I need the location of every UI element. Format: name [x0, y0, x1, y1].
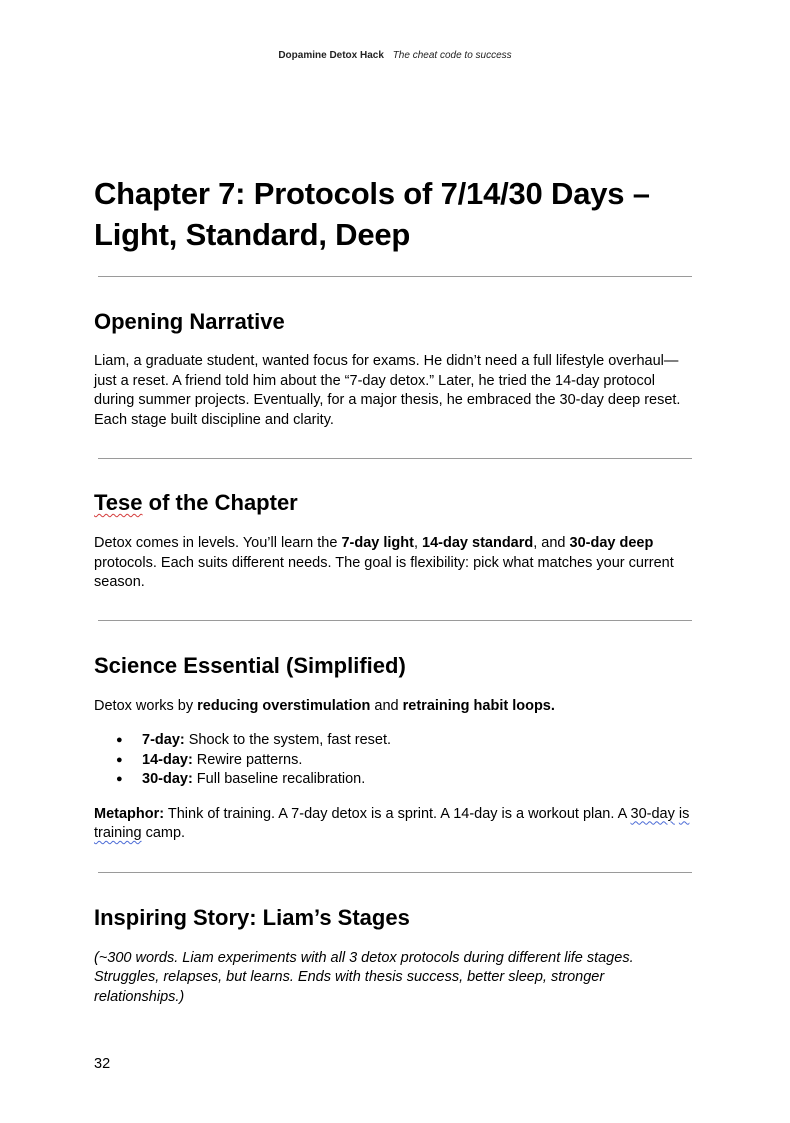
metaphor-paragraph — [94, 805, 694, 844]
horizontal-rule — [98, 276, 692, 277]
text-run: camp. — [141, 825, 186, 841]
bold-text: 14-day standard — [422, 535, 534, 551]
page-content — [94, 173, 694, 1007]
horizontal-rule — [98, 620, 692, 621]
bold-text: 30-day deep — [569, 535, 654, 551]
list-item — [94, 751, 694, 771]
text-run: Detox comes in levels. You’ll learn the — [94, 535, 342, 551]
spellcheck-flagged-word[interactable]: Tese — [94, 490, 143, 515]
text-run: protocols. Each suits different needs. The goal is flexibility: pick what matches your current season. — [94, 554, 674, 590]
list-item — [94, 731, 694, 751]
book-title: Dopamine Detox Hack — [278, 50, 384, 61]
horizontal-rule — [98, 872, 692, 873]
opening-paragraph: Liam, a graduate student, wanted focus for exams. He didn’t need a full lifestyle overhaul—just a reset. A friend told him about the “7-day detox.” Later, he tried the 14-day protocol during summer projects. Eventually, for a major thesis, he embraced the 30-day deep reset. Each stage built discipline and clarity. — [94, 353, 681, 428]
bullet-text: Rewire patterns. — [192, 751, 303, 768]
tese-heading-rest: of the Chapter — [142, 490, 298, 515]
chapter-title — [94, 173, 694, 255]
page-header — [0, 50, 790, 61]
list-item — [94, 770, 694, 790]
book-tagline: The cheat code to success — [392, 50, 512, 61]
bold-text: 7-day light — [341, 535, 414, 551]
grammar-flagged-text[interactable]: 30-day — [630, 805, 675, 822]
page-number: 32 — [94, 1056, 111, 1072]
protocol-list — [94, 731, 694, 790]
text-run: Detox works by — [94, 697, 198, 714]
bullet-label: 7-day: — [142, 732, 185, 748]
opening-heading: Opening Narrative — [94, 309, 285, 334]
text-run: and — [370, 697, 403, 714]
chapter-title-line1: Chapter 7: Protocols of 7/14/30 Days – — [94, 176, 650, 211]
bullet-label: 30-day: — [142, 771, 193, 787]
story-paragraph: (~300 words. Liam experiments with all 3 detox protocols during different life stages. Struggles, relapses, but learns. Ends with thesis success, better sleep, stronger relationships.) — [94, 949, 634, 1005]
text-run: , and — [533, 535, 570, 551]
bullet-label: 14-day: — [142, 751, 193, 768]
horizontal-rule — [98, 458, 692, 459]
grammar-flagged-text[interactable]: is training — [94, 805, 690, 841]
tese-paragraph — [94, 534, 694, 593]
bold-text: retraining habit loops. — [402, 697, 555, 714]
science-paragraph — [94, 697, 694, 717]
bullet-text: Shock to the system, fast reset. — [184, 732, 392, 748]
text-run: , — [413, 535, 423, 551]
text-run: Think of training. A 7-day detox is a sprint. A 14-day is a workout plan. A — [164, 805, 631, 822]
metaphor-label: Metaphor: — [94, 805, 165, 822]
science-heading: Science Essential (Simplified) — [94, 652, 406, 678]
chapter-title-line2: Light, Standard, Deep — [94, 217, 411, 252]
bold-text: reducing overstimulation — [197, 697, 371, 714]
story-heading: Inspiring Story: Liam’s Stages — [94, 904, 410, 930]
bullet-text: Full baseline recalibration. — [192, 771, 366, 787]
tese-heading — [94, 489, 694, 517]
